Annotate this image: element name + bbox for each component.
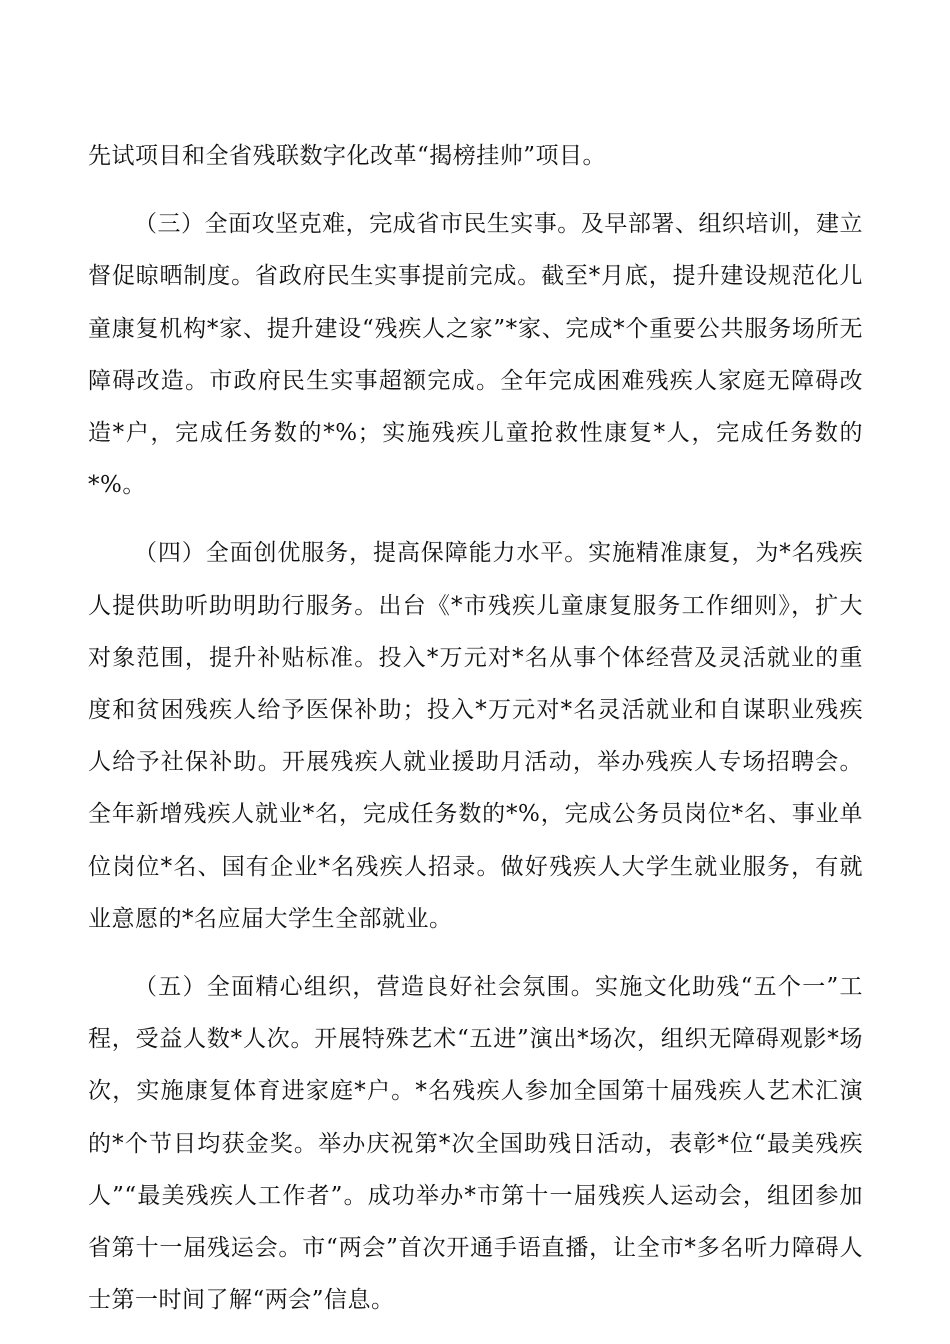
paragraph-continuation: 先试项目和全省残联数字化改革“揭榜挂帅”项目。 — [88, 143, 607, 169]
paragraph-section-3: （三）全面攻坚克难，完成省市民生实事。及早部署、组织培训，建立督促晾晒制度。省政府民生实事提前完成。截至*月底，提升建设规范化儿童康复机构*家、提升建设“残疾人之家”*家、完成*个重要公共服务场所无障碍改造。市政府民生实事超额完成。全年完成困难残疾人家庭无障碍改造*户，完成任务数的*%；实施残疾儿童抢救性康复*人，完成任务数的*%。 — [88, 211, 863, 499]
paragraph-section-4: （四）全面创优服务，提高保障能力水平。实施精准康复，为*名残疾人提供助听助明助行服务。出台《*市残疾儿童康复服务工作细则》，扩大对象范围，提升补贴标准。投入*万元对*名从事个体经营及灵活就业的重度和贫困残疾人给予医保补助；投入*万元对*名灵活就业和自谋职业残疾人给予社保补助。开展残疾人就业援助月活动，举办残疾人专场招聘会。全年新增残疾人就业*名，完成任务数的*%，完成公务员岗位*名、事业单位岗位*名、国有企业*名残疾人招录。做好残疾人大学生就业服务，有就业意愿的*名应届大学生全部就业。 — [88, 540, 863, 932]
paragraph-section-5: （五）全面精心组织，营造良好社会氛围。实施文化助残“五个一”工程，受益人数*人次。开展特殊艺术“五进”演出*场次，组织无障碍观影*场次，实施康复体育进家庭*户。*名残疾人参加全国第十届残疾人艺术汇演的*个节目均获金奖。举办庆祝第*次全国助残日活动，表彰*位“最美残疾人”“最美残疾人工作者”。成功举办*市第十一届残疾人运动会，组团参加省第十一届残运会。市“两会”首次开通手语直播，让全市*多名听力障碍人士第一时间了解“两会”信息。 — [88, 974, 863, 1314]
document-body — [88, 130, 863, 1326]
